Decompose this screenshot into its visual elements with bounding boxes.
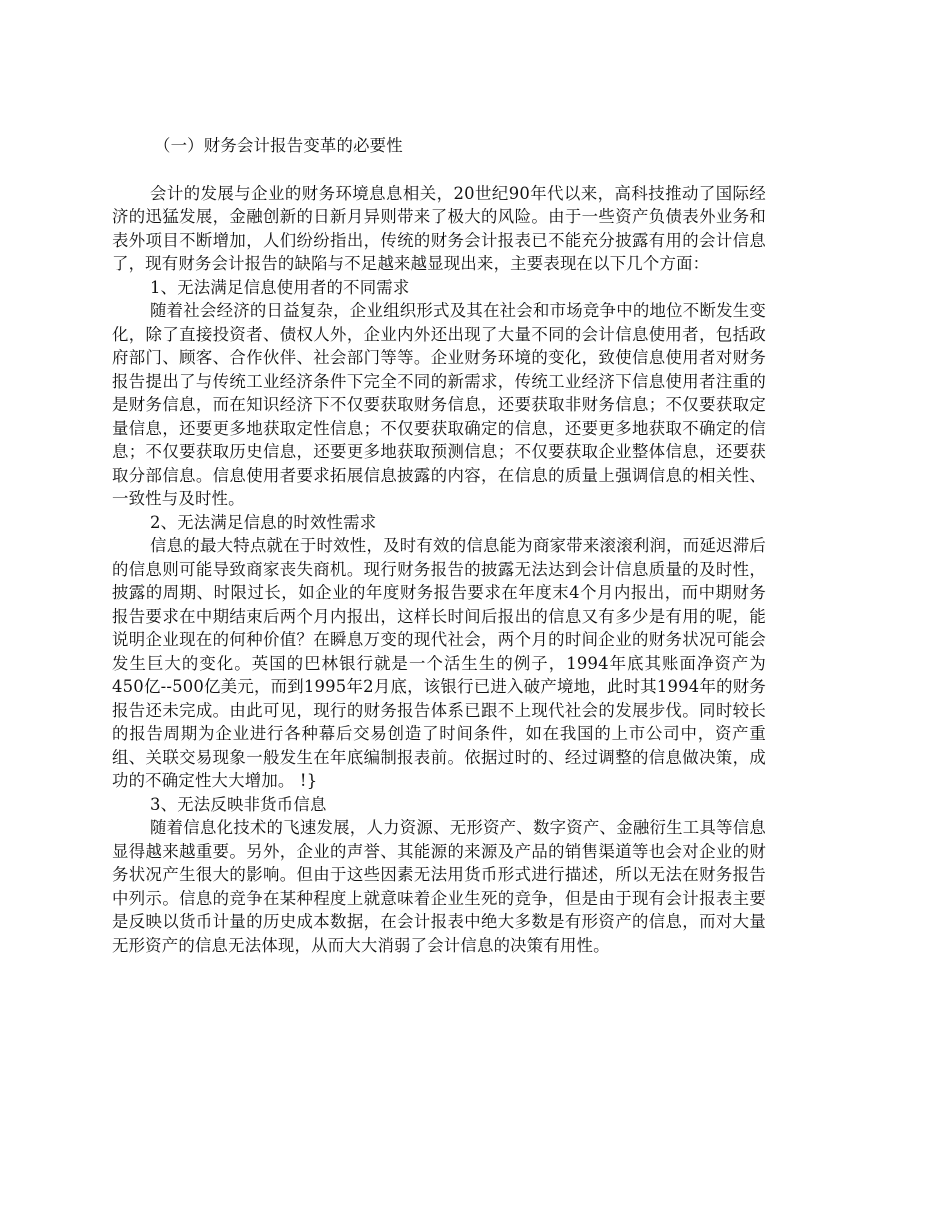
subheading-1: 1、无法满足信息使用者的不同需求 — [150, 277, 410, 297]
subheading-2: 2、无法满足信息的时效性需求 — [150, 512, 377, 532]
document-page — [112, 134, 766, 957]
paragraph-1: 随着社会经济的日益复杂，企业组织形式及其在社会和市场竞争中的地位不断发生变化，除了直接投资者、债权人外，企业内外还出现了大量不同的会计信息使用者，包括政府部门、顾客、合作伙伴、社会部门等等。企业财务环境的变化，致使信息使用者对财务报告提出了与传统工业经济条件下完全不同的新需求，传统工业经济下信息使用者注重的是财务信息，而在知识经济下不仅要获取财务信息，还要获取非财务信息；不仅要获取定量信息，还要更多地获取定性信息；不仅要获取确定的信息，还要更多地获取不确定的信息；不仅要获取历史信息，还要更多地获取预测信息；不仅要获取企业整体信息，还要获取分部信息。信息使用者要求拓展信息披露的内容，在信息的质量上强调信息的相关性、一致性与及时性。 — [112, 301, 766, 508]
paragraph-3: 随着信息化技术的飞速发展，人力资源、无形资产、数字资产、金融衍生工具等信息显得越来越重要。另外，企业的声誉、其能源的来源及产品的销售渠道等也会对企业的财务状况产生很大的影响。但由于这些因素无法用货币形式进行描述，所以无法在财务报告中列示。信息的竞争在某种程度上就意味着企业生死的竞争，但是由于现有会计报表主要是反映以货币计量的历史成本数据，在会计报表中绝大多数是有形资产的信息，而对大量无形资产的信息无法体现，从而大大消弱了会计信息的决策有用性。 — [112, 818, 766, 955]
section-heading: （一）财务会计报告变革的必要性 — [154, 136, 403, 155]
paragraph-2: 信息的最大特点就在于时效性，及时有效的信息能为商家带来滚滚利润，而延迟滞后的信息则可能导致商家丧失商机。现行财务报告的披露无法达到会计信息质量的及时性，披露的周期、时限过长，如企业的年度财务报告要求在年度末4个月内报出，而中期财务报告要求在中期结束后两个月内报出，这样长时间后报出的信息又有多少是有用的呢，能说明企业现在的何种价值？在瞬息万变的现代社会，两个月的时间企业的财务状况可能会发生巨大的变化。英国的巴林银行就是一个活生生的例子，1994年底其账面净资产为450亿--500亿美元，而到1995年2月底，该银行已进入破产境地，此时其1994年的财务报告还未完成。由此可见，现行的财务报告体系已跟不上现代社会的发展步伐。同时较长的报告周期为企业进行各种幕后交易创造了时间条件，如在我国的上市公司中，资产重组、关联交易现象一般发生在年底编制报表前。依据过时的、经过调整的信息做决策，成功的不确定性大大增加。 !} — [112, 536, 766, 790]
intro-paragraph: 会计的发展与企业的财务环境息息相关，20世纪90年代以来，高科技推动了国际经济的迅猛发展，金融创新的日新月异则带来了极大的风险。由于一些资产负债表外业务和表外项目不断增加，人们纷纷指出，传统的财务会计报表已不能充分披露有用的会计信息了，现有财务会计报告的缺陷与不足越来越显现出来，主要表现在以下几个方面： — [112, 183, 766, 273]
subheading-3: 3、无法反映非货币信息 — [150, 794, 327, 814]
